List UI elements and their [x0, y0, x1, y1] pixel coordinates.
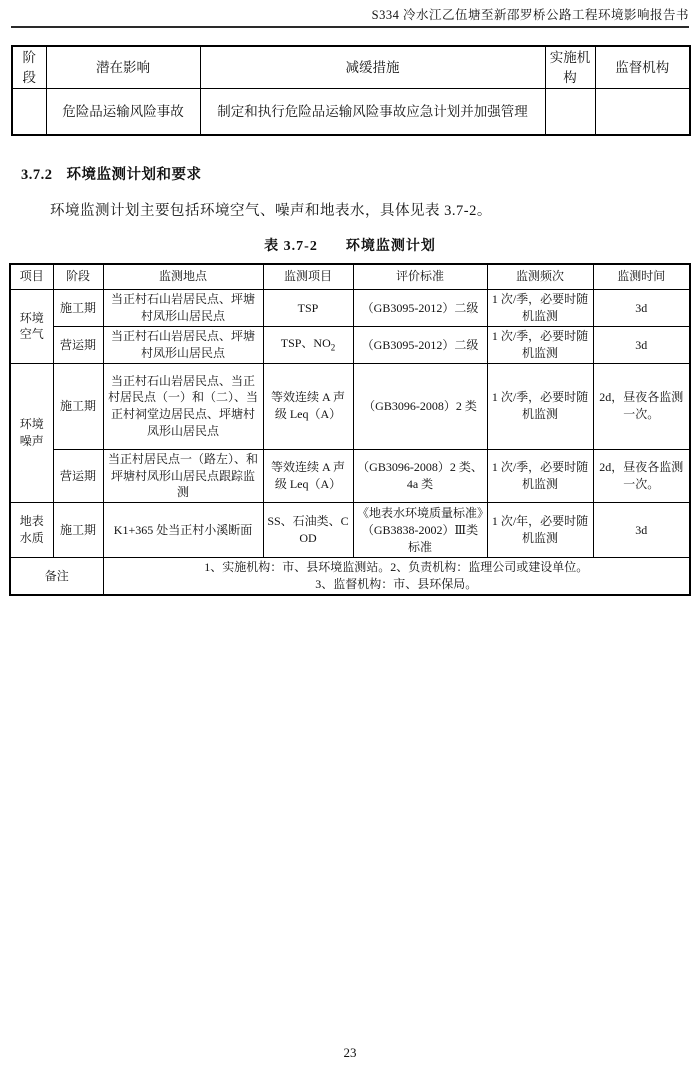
table-row-remark	[10, 558, 690, 595]
table-caption-title: 环境监测计划	[345, 238, 436, 254]
cell-frequency: 1 次/季，必要时随机监测	[487, 449, 593, 502]
cell-stage: 营运期	[53, 327, 103, 364]
table-caption-label: 表 3.7-2	[264, 238, 318, 254]
cell-category-water: 地表水质	[10, 503, 53, 558]
mitigation-row	[12, 89, 690, 135]
cell-supervisor	[595, 89, 690, 135]
remark-line-2: 3、监督机构：市、县环保局。	[315, 576, 478, 591]
column-header-phase: 阶段	[53, 264, 103, 290]
cell-standard: （GB3095-2012）二级	[353, 327, 487, 364]
cell-duration: 2d，昼夜各监测一次。	[593, 363, 690, 449]
cell-location: 当正村石山岩居民点、坪塘村凤形山居民点	[103, 290, 263, 327]
cell-measure: 制定和执行危险品运输风险事故应急计划并加强管理	[200, 89, 545, 135]
cell-location: 当正村石山岩居民点、当正村居民点（一）和（二）、当正村祠堂边居民点、坪塘村凤形山居民点	[103, 363, 263, 449]
body-paragraph: 环境监测计划主要包括环境空气、噪声和地表水，具体见表 3.7-2。	[50, 202, 492, 219]
column-header-supervisor: 监督机构	[595, 46, 690, 89]
mitigation-header-row	[12, 46, 690, 89]
cell-location: K1+365 处当正村小溪断面	[103, 503, 263, 558]
column-header-duration: 监测时间	[593, 264, 690, 290]
cell-impact: 危险品运输风险事故	[46, 89, 200, 135]
cell-duration: 3d	[593, 503, 690, 558]
remark-line-1: 1、实施机构：市、县环境监测站。2、负责机构：监理公司或建设单位。	[204, 560, 589, 575]
cell-item: 等效连续 A 声级 Leq（A）	[263, 449, 353, 502]
column-header-stage: 阶段	[12, 46, 46, 89]
cell-standard: （GB3095-2012）二级	[353, 290, 487, 327]
table-row-noise-construction	[10, 363, 690, 449]
table-row-water-construction	[10, 503, 690, 558]
cell-duration: 2d，昼夜各监测一次。	[593, 449, 690, 502]
cell-item: SS、石油类、COD	[263, 503, 353, 558]
report-title: S334 冷水江乙伍塘至新邵罗桥公路工程环境影响报告书	[371, 8, 689, 22]
cell-frequency: 1 次/季，必要时随机监测	[487, 327, 593, 364]
cell-item: TSP	[263, 290, 353, 327]
cell-item: TSP、$NO_2$	[263, 327, 353, 364]
page-number: 23	[343, 1045, 357, 1060]
section-heading	[21, 163, 679, 184]
cell-stage: 施工期	[53, 363, 103, 449]
cell-frequency: 1 次/季，必要时随机监测	[487, 363, 593, 449]
column-header-standard: 评价标准	[353, 264, 487, 290]
column-header-frequency: 监测频次	[487, 264, 593, 290]
column-header-location: 监测地点	[103, 264, 263, 290]
cell-stage: 施工期	[53, 290, 103, 327]
cell-standard: （GB3096-2008）2 类	[353, 363, 487, 449]
running-header	[11, 0, 689, 28]
table-row-air-construction	[10, 290, 690, 327]
cell-location: 当正村居民点一（路左）、和坪塘村凤形山居民点跟踪监测	[103, 449, 263, 502]
cell-remark-content	[103, 558, 690, 595]
cell-frequency: 1 次/季，必要时随机监测	[487, 290, 593, 327]
cell-stage: 施工期	[53, 503, 103, 558]
monitoring-plan-table	[9, 263, 691, 596]
column-header-measure: 减缓措施	[200, 46, 545, 89]
column-header-project: 项目	[10, 264, 53, 290]
table-caption	[0, 235, 700, 255]
cell-standard: 《地表水环境质量标准》（GB3838-2002）Ⅲ类标准	[353, 503, 487, 558]
section-title: 环境监测计划和要求	[66, 166, 202, 183]
cell-standard: （GB3096-2008）2 类、4a 类	[353, 449, 487, 502]
cell-duration: 3d	[593, 327, 690, 364]
cell-category-air: 环境空气	[10, 290, 53, 364]
column-header-impact: 潜在影响	[46, 46, 200, 89]
cell-remark-label: 备注	[10, 558, 103, 595]
table-row-noise-operation	[10, 449, 690, 502]
table-row-air-operation	[10, 327, 690, 364]
cell-location: 当正村石山岩居民点、坪塘村凤形山居民点	[103, 327, 263, 364]
mitigation-table	[11, 45, 691, 136]
cell-implementer	[545, 89, 595, 135]
section-number: 3.7.2	[21, 166, 53, 183]
cell-duration: 3d	[593, 290, 690, 327]
cell-stage: 营运期	[53, 449, 103, 502]
cell-category-noise: 环境噪声	[10, 363, 53, 502]
cell-frequency: 1 次/年，必要时随机监测	[487, 503, 593, 558]
cell-stage	[12, 89, 46, 135]
column-header-implementer: 实施机构	[545, 46, 595, 89]
monitor-header-row	[10, 264, 690, 290]
column-header-item: 监测项目	[263, 264, 353, 290]
cell-item: 等效连续 A 声级 Leq（A）	[263, 363, 353, 449]
